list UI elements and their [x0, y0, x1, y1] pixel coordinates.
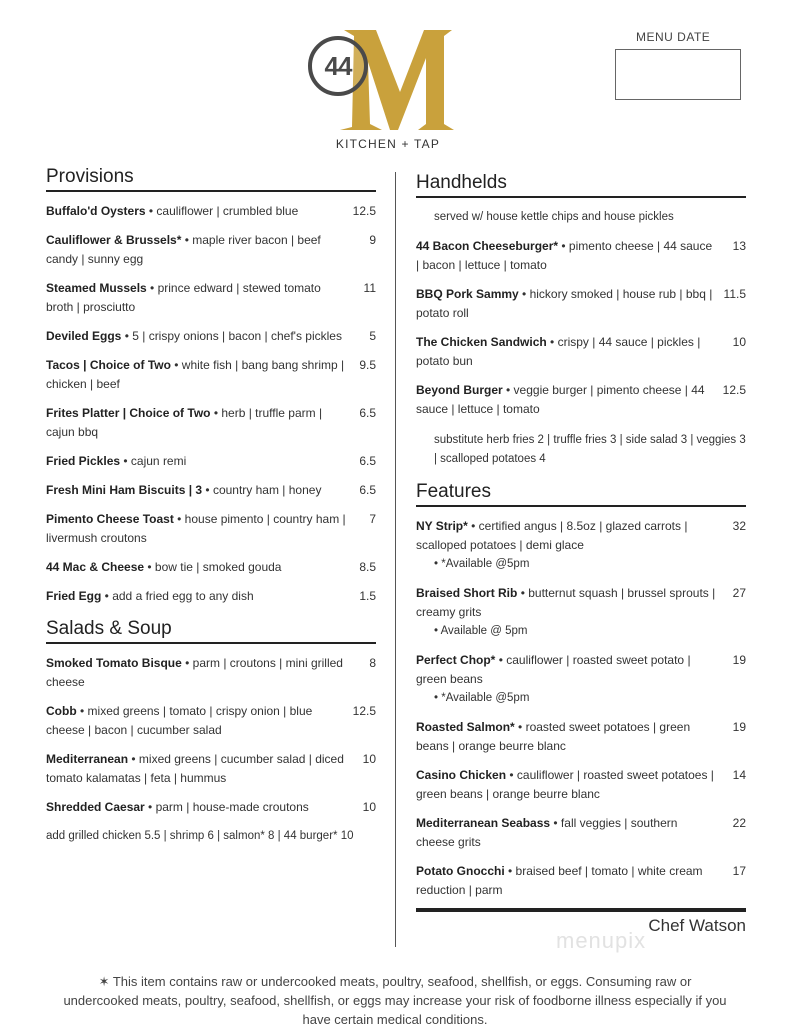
menu-item-description: • veggie burger | pimento cheese | 44 sauce | lettuce | tomato	[416, 383, 705, 416]
menu-item-description: • bow tie | smoked gouda	[144, 560, 282, 574]
menu-item-name: Roasted Salmon*	[416, 720, 515, 734]
menu-item-description: • 5 | crispy onions | bacon | chef's pickles	[121, 329, 342, 343]
menu-item	[46, 798, 376, 817]
menu-item-name: Buffalo'd Oysters	[46, 204, 146, 218]
menu-item-text	[416, 766, 716, 804]
menu-date-label: MENU DATE	[636, 30, 711, 44]
menu-item-text	[416, 718, 716, 756]
menu-item	[416, 814, 746, 852]
menu-item	[46, 356, 376, 394]
menu-item-name: 44 Bacon Cheeseburger*	[416, 239, 559, 253]
handhelds-note: served w/ house kettle chips and house pickles	[434, 211, 674, 223]
menu-item-text	[416, 285, 716, 323]
provisions-title: Provisions	[46, 166, 134, 187]
menu-item-description: • braised beef | tomato | white cream reduction | parm	[416, 864, 703, 897]
menu-item-price: 11.5	[723, 287, 746, 301]
menu-item-name: Mediterranean Seabass	[416, 816, 551, 830]
menu-item-name: Fried Egg	[46, 589, 102, 603]
menu-item-description: • cauliflower | crumbled blue	[145, 204, 299, 218]
provisions-rule	[46, 190, 376, 192]
menu-item-name: Steamed Mussels	[46, 281, 147, 295]
right-column	[416, 170, 746, 940]
menu-item-text	[46, 558, 346, 577]
salads-rule	[46, 642, 376, 644]
menu-item-text	[46, 452, 346, 471]
menu-item-price: 9.5	[359, 358, 376, 372]
menu-item-text	[46, 327, 346, 346]
menu-item-name: The Chicken Sandwich	[416, 335, 547, 349]
features-title: Features	[416, 481, 491, 502]
menu-item-name: Casino Chicken	[416, 768, 507, 782]
menu-item-price: 22	[732, 816, 746, 830]
menu-item-name: Potato Gnocchi	[416, 864, 505, 878]
menu-item	[416, 381, 746, 419]
menu-item-name: BBQ Pork Sammy	[416, 287, 519, 301]
menu-item-description: • white fish | bang bang shrimp | chicken | beef	[46, 358, 345, 391]
menu-item-name: Pimento Cheese Toast	[46, 512, 174, 526]
menu-item-availability: • *Available @5pm	[434, 692, 530, 704]
menu-item-description: • butternut squash | brussel sprouts | creamy grits	[416, 586, 716, 619]
menu-item	[46, 202, 376, 221]
menu-item-price: 8	[369, 656, 376, 670]
menu-item	[46, 327, 376, 346]
menu-item-text	[416, 651, 716, 708]
features-list	[416, 517, 746, 900]
column-divider	[395, 172, 396, 947]
menu-item-price: 8.5	[359, 560, 376, 574]
menu-item-name: NY Strip*	[416, 519, 468, 533]
salad-addon-note: add grilled chicken 5.5 | shrimp 6 | salmon* 8 | 44 burger* 10	[46, 830, 354, 842]
menu-item-description: • mixed greens | cucumber salad | diced tomato kalamatas | feta | hummus	[46, 752, 344, 785]
menu-item-text	[46, 750, 346, 788]
menu-item-name: Fried Pickles	[46, 454, 121, 468]
menu-item-description: • fall veggies | southern cheese grits	[416, 816, 678, 849]
menu-item	[46, 452, 376, 471]
menu-item	[46, 481, 376, 500]
menu-item-price: 5	[369, 329, 376, 343]
menu-item-text	[46, 356, 346, 394]
menu-item	[416, 651, 746, 708]
menu-item-name: Tacos | Choice of Two	[46, 358, 171, 372]
menu-item	[416, 718, 746, 756]
menu-item-price: 11	[363, 281, 376, 295]
menu-item	[416, 766, 746, 804]
handhelds-substitute: substitute herb fries 2 | truffle fries 3 | side salad 3 | veggies 3 | scalloped potatoes 4	[434, 434, 746, 465]
menu-item-name: Frites Platter | Choice of Two	[46, 406, 211, 420]
menu-item-text	[46, 279, 346, 317]
menu-item	[46, 702, 376, 740]
provisions-list	[46, 202, 376, 606]
left-column	[46, 164, 376, 846]
menu-item-price: 14	[732, 768, 746, 782]
menu-item-text	[46, 231, 346, 269]
menu-item	[416, 517, 746, 574]
menu-item	[46, 404, 376, 442]
menu-date-box	[615, 49, 741, 100]
menu-item-price: 6.5	[359, 483, 376, 497]
menu-item-price: 10	[362, 752, 376, 766]
menu-item-price: 6.5	[359, 454, 376, 468]
menu-item-price: 32	[732, 519, 746, 533]
menu-item-description: • roasted sweet potatoes | green beans | orange beurre blanc	[416, 720, 691, 753]
menu-item-price: 13	[732, 239, 746, 253]
menu-item	[46, 279, 376, 317]
menu-item-text	[46, 654, 346, 692]
menu-item-price: 12.5	[352, 704, 376, 718]
menu-item-text	[46, 510, 346, 548]
menu-item-description: • house pimento | country ham | livermush croutons	[46, 512, 346, 545]
menu-item-description: • pimento cheese | 44 sauce | bacon | lettuce | tomato	[416, 239, 713, 272]
handhelds-title: Handhelds	[416, 172, 507, 193]
menu-item-text	[416, 517, 716, 574]
menu-item-text	[46, 404, 346, 442]
menu-item-availability: • *Available @5pm	[434, 558, 530, 570]
menu-item-price: 19	[732, 653, 746, 667]
logo-subtitle: KITCHEN + TAP	[335, 137, 441, 151]
menu-item-price: 12.5	[722, 383, 746, 397]
watermark: menupix	[556, 928, 647, 953]
menu-item-name: Smoked Tomato Bisque	[46, 656, 182, 670]
menu-item-description: • cauliflower | roasted sweet potatoes | green beans | orange beurre blanc	[416, 768, 714, 801]
menu-item-name: 44 Mac & Cheese	[46, 560, 145, 574]
menu-item-name: Mediterranean	[46, 752, 129, 766]
menu-item-text	[46, 587, 346, 606]
handhelds-rule	[416, 196, 746, 198]
menu-item	[46, 587, 376, 606]
menu-item-description: • herb | truffle parm | cajun bbq	[46, 406, 323, 439]
menu-item-description: • cauliflower | roasted sweet potato | green beans	[416, 653, 691, 686]
menu-item-price: 17	[732, 864, 746, 878]
menu-item-name: Deviled Eggs	[46, 329, 122, 343]
menu-item-description: • certified angus | 8.5oz | glazed carrots | scalloped potatoes | demi glace	[416, 519, 688, 552]
menu-item-text	[416, 381, 716, 419]
menu-item-text	[46, 798, 346, 817]
menu-item	[46, 231, 376, 269]
menu-item-name: Cobb	[46, 704, 77, 718]
raw-food-footnote: ✶ This item contains raw or undercooked meats, poultry, seafood, shellfish, or eggs. Consuming raw or undercooked meats, poultry, seafood, shellfish, or eggs may increase your risk of foodborne illness especially if you have certain medical conditions.	[63, 974, 727, 1027]
menu-item	[416, 584, 746, 641]
menu-item-description: • hickory smoked | house rub | bbq | potato roll	[416, 287, 713, 320]
menu-item-price: 6.5	[359, 406, 376, 420]
menu-item	[46, 654, 376, 692]
menu-item	[416, 862, 746, 900]
menu-item-description: • crispy | 44 sauce | pickles | potato bun	[416, 335, 701, 368]
menu-item-price: 10	[732, 335, 746, 349]
menu-item-description: • cajun remi	[120, 454, 187, 468]
menu-item	[416, 333, 746, 371]
chef-name: Chef Watson	[648, 916, 746, 935]
menu-item	[46, 510, 376, 548]
menu-item-text	[416, 862, 716, 900]
menu-item-price: 12.5	[352, 204, 376, 218]
menu-item-description: • parm | croutons | mini grilled cheese	[46, 656, 343, 689]
menu-item-text	[416, 814, 716, 852]
menu-item-price: 10	[362, 800, 376, 814]
menu-item-text	[416, 333, 716, 371]
menu-item-text	[416, 237, 716, 275]
menu-item	[416, 237, 746, 275]
handhelds-list	[416, 237, 746, 419]
features-rule	[416, 505, 746, 507]
menu-item-price: 1.5	[359, 589, 376, 603]
menu-item-description: • add a fried egg to any dish	[101, 589, 254, 603]
menu-item-description: • prince edward | stewed tomato broth | prosciutto	[46, 281, 321, 314]
menu-item-text	[416, 584, 716, 641]
menu-item-text	[46, 202, 346, 221]
menu-item	[46, 750, 376, 788]
logo-44-circle: 44	[308, 36, 368, 96]
menu-item	[416, 285, 746, 323]
menu-item-description: • maple river bacon | beef candy | sunny egg	[46, 233, 321, 266]
menu-item-price: 19	[732, 720, 746, 734]
menu-item-name: Beyond Burger	[416, 383, 503, 397]
salads-list	[46, 654, 376, 817]
menu-item	[46, 558, 376, 577]
features-bottom-rule	[416, 908, 746, 912]
menu-item-description: • parm | house-made croutons	[144, 800, 309, 814]
menu-item-description: • country ham | honey	[202, 483, 322, 497]
restaurant-logo	[308, 22, 458, 162]
salads-title: Salads & Soup	[46, 618, 172, 639]
menu-item-name: Shredded Caesar	[46, 800, 145, 814]
menu-item-name: Cauliflower & Brussels*	[46, 233, 182, 247]
menu-item-name: Fresh Mini Ham Biscuits | 3	[46, 483, 203, 497]
menu-item-text	[46, 481, 346, 500]
menu-item-availability: • Available @ 5pm	[434, 625, 528, 637]
menu-item-description: • mixed greens | tomato | crispy onion | blue cheese | bacon | cucumber salad	[46, 704, 313, 737]
menu-item-price: 9	[369, 233, 376, 247]
menu-item-price: 27	[732, 586, 746, 600]
menu-item-name: Braised Short Rib	[416, 586, 518, 600]
menu-item-price: 7	[369, 512, 376, 526]
menu-item-name: Perfect Chop*	[416, 653, 496, 667]
menu-item-text	[46, 702, 346, 740]
